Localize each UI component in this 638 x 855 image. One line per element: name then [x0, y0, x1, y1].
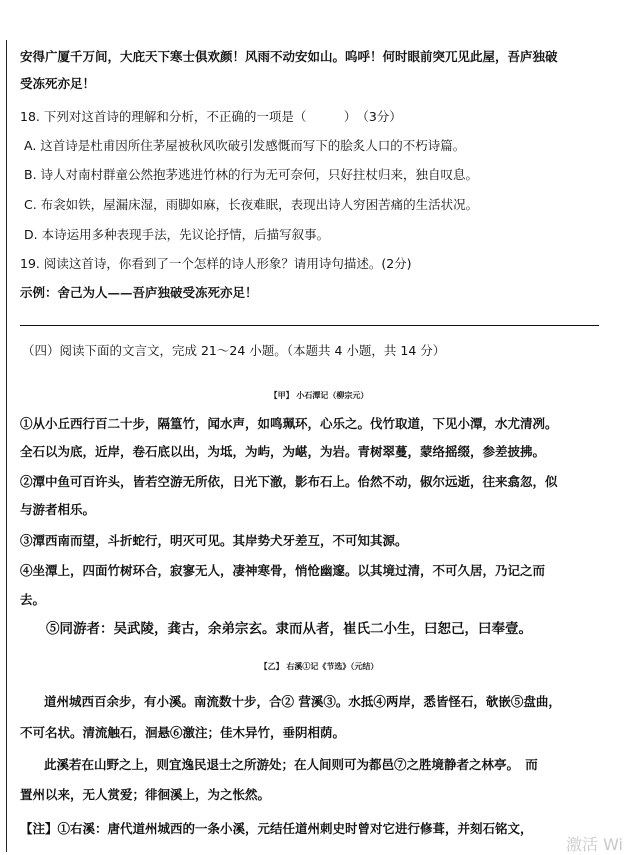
- question-19-example: 示例：舍己为人——吾庐独破受冻死亦足！: [20, 285, 258, 300]
- passage-jia-line-3: ②潭中鱼可百许头，皆若空游无所依，日光下澈，影布石上。佁然不动，俶尔远逝，往来翕忽，似: [20, 474, 558, 489]
- section-4-instruction: （四）阅读下面的文言文，完成 21～24 小题。（本题共 4 小题，共 14 分）: [22, 343, 446, 358]
- note-line-1: 【注】①右溪：唐代道州城西的一条小溪，元结任道州刺史时曾对它进行修葺，并刻石铭文，: [20, 821, 533, 836]
- question-18-option-d: D. 本诗运用多种表现手法，先议论抒情，后描写叙事。: [24, 227, 330, 242]
- passage-jia-line-7: 去。: [20, 592, 46, 607]
- question-18-option-a: A. 这首诗是杜甫因所住茅屋被秋风吹破引发感慨而写下的脍炙人口的不朽诗篇。: [24, 138, 466, 153]
- passage-jia-title: 【甲】 小石潭记（柳宗元）: [269, 390, 369, 400]
- passage-yi-line-2: 不可名状。清流触石，洄悬⑥激注；佳木异竹，垂阴相荫。: [20, 725, 346, 740]
- passage-jia-line-1: ①从小丘西行百二十步，隔篁竹，闻水声，如鸣珮环，心乐之。伐竹取道，下见小潭，水尤清冽。: [20, 416, 558, 431]
- left-margin-line: [6, 40, 7, 852]
- question-18-option-c: C. 布衾如铁，屋漏床湿，雨脚如麻，长夜难眠，表现出诗人穷困苦痛的生活状况。: [24, 197, 479, 212]
- passage-jia-line-8: ⑤同游者：吴武陵，龚古，余弟宗玄。隶而从者，崔氏二小生，曰恕己，曰奉壹。: [46, 621, 532, 637]
- poem-end-line-1: 安得广厦千万间，大庇天下寒士俱欢颜！风雨不动安如山。呜呼！何时眼前突兀见此屋，吾庐独破: [20, 49, 558, 64]
- question-19-stem: 19. 阅读这首诗，你看到了一个怎样的诗人形象？请用诗句描述。(2分): [20, 256, 412, 271]
- activation-watermark: 激活 Wi: [566, 835, 624, 854]
- passage-jia-line-5: ③潭西南而望，斗折蛇行，明灭可见。其岸势犬牙差互，不可知其源。: [20, 533, 408, 548]
- question-18-stem: 18. 下列对这首诗的理解和分析，不正确的一项是（ ） （3分）: [20, 109, 402, 124]
- passage-jia-line-6: ④坐潭上，四面竹树环合，寂寥无人，凄神寒骨，悄怆幽邃。以其境过清，不可久居，乃记之而: [20, 563, 546, 578]
- section-divider: [20, 325, 599, 326]
- poem-end-line-2: 受冻死亦足！: [20, 76, 96, 91]
- passage-yi-title: 【乙】 右溪①记《节选》（元结）: [259, 661, 379, 671]
- passage-yi-line-3: 此溪若在山野之上，则宜逸民退士之所游处；在人间则可为都邑⑦之胜境静者之林亭。 而: [44, 757, 538, 772]
- passage-jia-line-2: 全石以为底，近岸，卷石底以出，为坻，为屿，为嵁，为岩。青树翠蔓，蒙络摇缀，参差披拂。: [20, 444, 546, 459]
- passage-yi-line-4: 置州以来，无人赏爱；徘徊溪上，为之怅然。: [20, 787, 271, 802]
- question-18-option-b: B. 诗人对南村群童公然抱茅逃进竹林的行为无可奈何，只好拄杖归来，独自叹息。: [24, 167, 479, 182]
- passage-yi-line-1: 道州城西百余步，有小溪。南流数十步，合② 营溪③。水抵④两岸，悉皆怪石，欹嵌⑤盘曲，: [44, 694, 561, 709]
- passage-jia-line-4: 与游者相乐。: [20, 502, 96, 517]
